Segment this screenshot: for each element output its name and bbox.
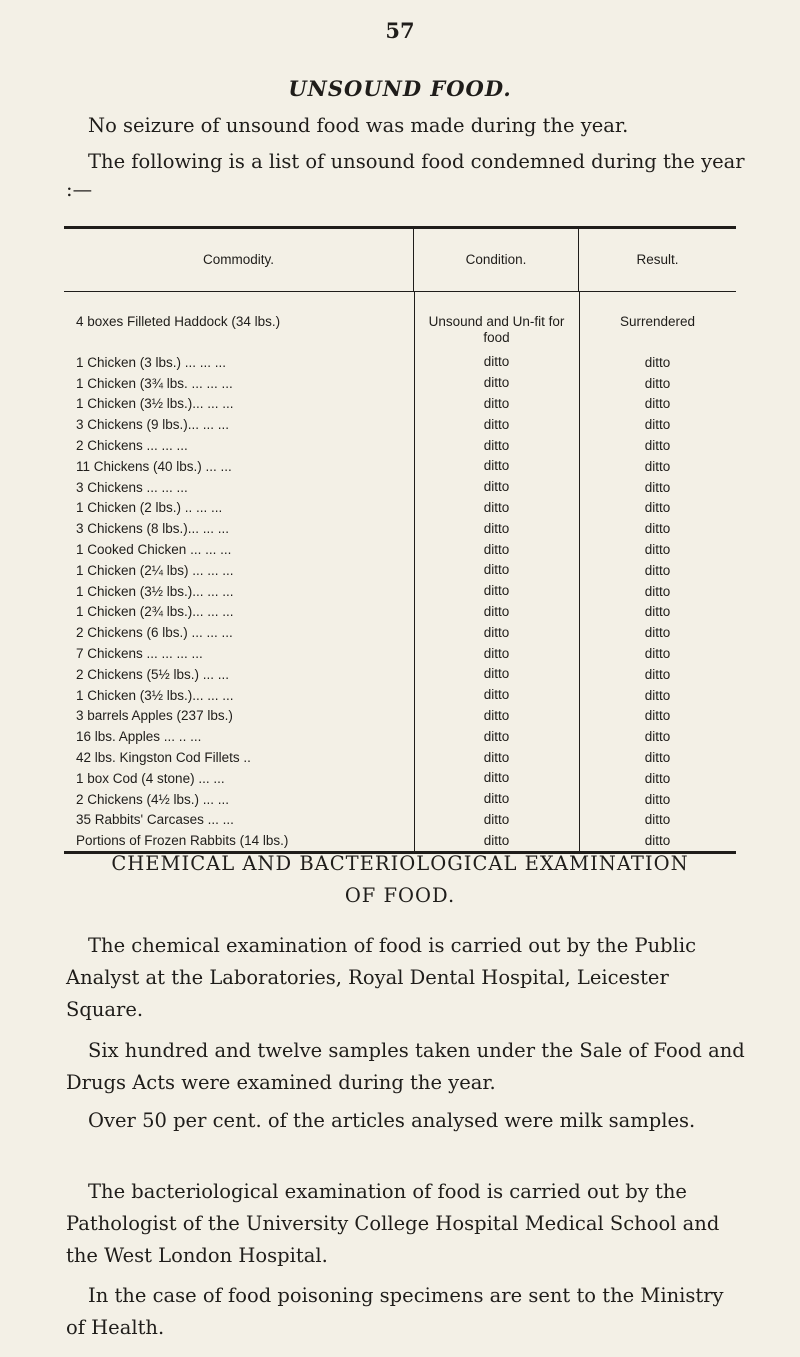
cell-condition: ditto — [483, 375, 510, 391]
table-row — [64, 373, 736, 394]
cell-commodity: 1 Chicken (3½ lbs.)... ... ... — [76, 583, 234, 599]
cell-commodity: 35 Rabbits' Carcases ... ... — [76, 812, 234, 828]
paragraph-milk-samples — [66, 1105, 746, 1137]
paragraph-list-intro — [66, 148, 746, 204]
cell-result: ditto — [644, 646, 671, 662]
cell-commodity: 2 Chickens (4½ lbs.) ... ... — [76, 791, 230, 807]
paragraph-chemical-examination — [66, 930, 746, 1026]
cell-commodity: 1 Chicken (3½ lbs.)... ... ... — [76, 396, 234, 412]
cell-commodity: 1 Chicken (2¼ lbs) ... ... ... — [76, 562, 234, 578]
paragraph-samples — [66, 1035, 746, 1099]
heading-line-1: CHEMICAL AND BACTERIOLOGICAL EXAMINATION — [111, 852, 689, 875]
cell-result: ditto — [644, 812, 671, 828]
cell-condition: ditto — [483, 520, 510, 536]
cell-condition: ditto — [483, 499, 510, 515]
table-row — [64, 498, 736, 519]
cell-commodity: 4 boxes Filleted Haddock (34 lbs.) — [76, 314, 281, 329]
page-number: 57 — [385, 18, 415, 43]
cell-result: ditto — [644, 625, 671, 641]
cell-condition: ditto — [483, 791, 510, 807]
cell-commodity: 1 Chicken (3 lbs.) ... ... ... — [76, 354, 227, 370]
cell-condition: ditto — [483, 624, 510, 640]
cell-commodity: 2 Chickens ... ... ... — [76, 438, 188, 454]
cell-condition: ditto — [483, 728, 510, 744]
cell-condition: ditto — [483, 583, 510, 599]
paragraph-no-seizure — [66, 112, 746, 140]
cell-result: ditto — [644, 354, 671, 370]
cell-condition: ditto — [483, 770, 510, 786]
table-row — [64, 414, 736, 435]
cell-condition: ditto — [483, 395, 510, 411]
cell-result: ditto — [644, 479, 671, 495]
table-row — [64, 602, 736, 623]
section-heading-chemical-examination — [0, 848, 800, 912]
cell-commodity: 1 Chicken (3½ lbs.)... ... ... — [76, 687, 234, 703]
header-result: Result. — [636, 252, 679, 267]
cell-condition: ditto — [483, 416, 510, 432]
table-row — [64, 643, 736, 664]
cell-condition: ditto — [483, 811, 510, 827]
cell-condition: Unsound and Un-fit for food — [428, 314, 565, 345]
cell-commodity: 1 Chicken (3¾ lbs. ... ... ... — [76, 375, 233, 391]
cell-commodity: 3 Chickens (8 lbs.)... ... ... — [76, 521, 230, 537]
paragraph-text: Six hundred and twelve samples taken under the Sale of Food and Drugs Acts were examined during the year. — [66, 1039, 745, 1094]
table-row — [64, 539, 736, 560]
table-row — [64, 810, 736, 831]
table-row — [64, 477, 736, 498]
paragraph-text: The following is a list of unsound food condemned during the year :— — [66, 150, 745, 201]
cell-result: ditto — [644, 375, 671, 391]
cell-result: ditto — [644, 791, 671, 807]
table-row — [64, 789, 736, 810]
cell-condition: ditto — [483, 541, 510, 557]
cell-commodity: 11 Chickens (40 lbs.) ... ... — [76, 458, 232, 474]
table-body — [64, 292, 736, 851]
table-row — [64, 292, 736, 352]
cell-result: ditto — [644, 770, 671, 786]
table-row — [64, 581, 736, 602]
cell-result: ditto — [644, 729, 671, 745]
paragraph-text: No seizure of unsound food was made during the year. — [88, 114, 629, 137]
cell-result: ditto — [644, 500, 671, 516]
cell-commodity: 42 lbs. Kingston Cod Fillets .. — [76, 750, 251, 766]
cell-result: ditto — [644, 833, 671, 849]
header-commodity: Commodity. — [64, 229, 414, 291]
table-row — [64, 456, 736, 477]
table-row — [64, 768, 736, 789]
cell-condition: ditto — [483, 645, 510, 661]
condemned-food-table — [64, 226, 736, 854]
cell-condition: ditto — [483, 687, 510, 703]
paragraph-text: Over 50 per cent. of the articles analysed were milk samples. — [88, 1109, 696, 1132]
table-row — [64, 747, 736, 768]
table-row — [64, 560, 736, 581]
table-row — [64, 518, 736, 539]
cell-commodity: 7 Chickens ... ... ... ... — [76, 646, 203, 662]
cell-condition: ditto — [483, 437, 510, 453]
cell-condition: ditto — [483, 666, 510, 682]
table-row — [64, 435, 736, 456]
cell-result: ditto — [644, 438, 671, 454]
cell-result: ditto — [644, 708, 671, 724]
table-row — [64, 622, 736, 643]
cell-commodity: Portions of Frozen Rabbits (14 lbs.) — [76, 833, 289, 849]
cell-result: ditto — [644, 604, 671, 620]
table-row — [64, 726, 736, 747]
cell-result: Surrendered — [619, 314, 696, 329]
header-condition: Condition. — [414, 229, 579, 291]
cell-condition: ditto — [483, 562, 510, 578]
cell-result: ditto — [644, 542, 671, 558]
cell-condition: ditto — [483, 832, 510, 848]
table-row — [64, 394, 736, 415]
cell-result: ditto — [644, 750, 671, 766]
cell-commodity: 1 Cooked Chicken ... ... ... — [76, 542, 232, 558]
cell-result: ditto — [644, 417, 671, 433]
cell-condition: ditto — [483, 458, 510, 474]
cell-commodity: 2 Chickens (5½ lbs.) ... ... — [76, 666, 230, 682]
cell-commodity: 3 Chickens (9 lbs.)... ... ... — [76, 417, 230, 433]
table-row — [64, 664, 736, 685]
cell-result: ditto — [644, 396, 671, 412]
table-row — [64, 685, 736, 706]
section-heading-unsound-food: UNSOUND FOOD. — [288, 76, 512, 101]
cell-result: ditto — [644, 458, 671, 474]
cell-condition: ditto — [483, 479, 510, 495]
paragraph-text: The bacteriological examination of food is carried out by the Pathologist of the University College Hospital Medical School and the West London Hospital. — [66, 1180, 720, 1267]
cell-commodity: 16 lbs. Apples ... .. ... — [76, 729, 202, 745]
paragraph-text: The chemical examination of food is carried out by the Public Analyst at the Laboratories, Royal Dental Hospital, Leicester Square. — [66, 934, 697, 1021]
cell-result: ditto — [644, 666, 671, 682]
heading-line-2: OF FOOD. — [344, 884, 456, 907]
cell-result: ditto — [644, 562, 671, 578]
table-row — [64, 352, 736, 373]
cell-condition: ditto — [483, 707, 510, 723]
cell-commodity: 1 Chicken (2¾ lbs.)... ... ... — [76, 604, 234, 620]
paragraph-text: In the case of food poisoning specimens are sent to the Ministry of Health. — [66, 1284, 724, 1339]
cell-result: ditto — [644, 687, 671, 703]
cell-commodity: 1 Chicken (2 lbs.) .. ... ... — [76, 500, 223, 516]
cell-commodity: 1 box Cod (4 stone) ... ... — [76, 770, 225, 786]
cell-condition: ditto — [483, 749, 510, 765]
table-header-row — [64, 229, 736, 291]
cell-commodity: 2 Chickens (6 lbs.) ... ... ... — [76, 625, 233, 641]
cell-commodity: 3 Chickens ... ... ... — [76, 479, 188, 495]
cell-commodity: 3 barrels Apples (237 lbs.) — [76, 708, 233, 724]
cell-condition: ditto — [483, 603, 510, 619]
paragraph-bacteriological — [66, 1176, 746, 1272]
cell-condition: ditto — [483, 354, 510, 370]
cell-result: ditto — [644, 521, 671, 537]
cell-result: ditto — [644, 583, 671, 599]
table-row — [64, 706, 736, 727]
paragraph-food-poisoning — [66, 1280, 746, 1344]
